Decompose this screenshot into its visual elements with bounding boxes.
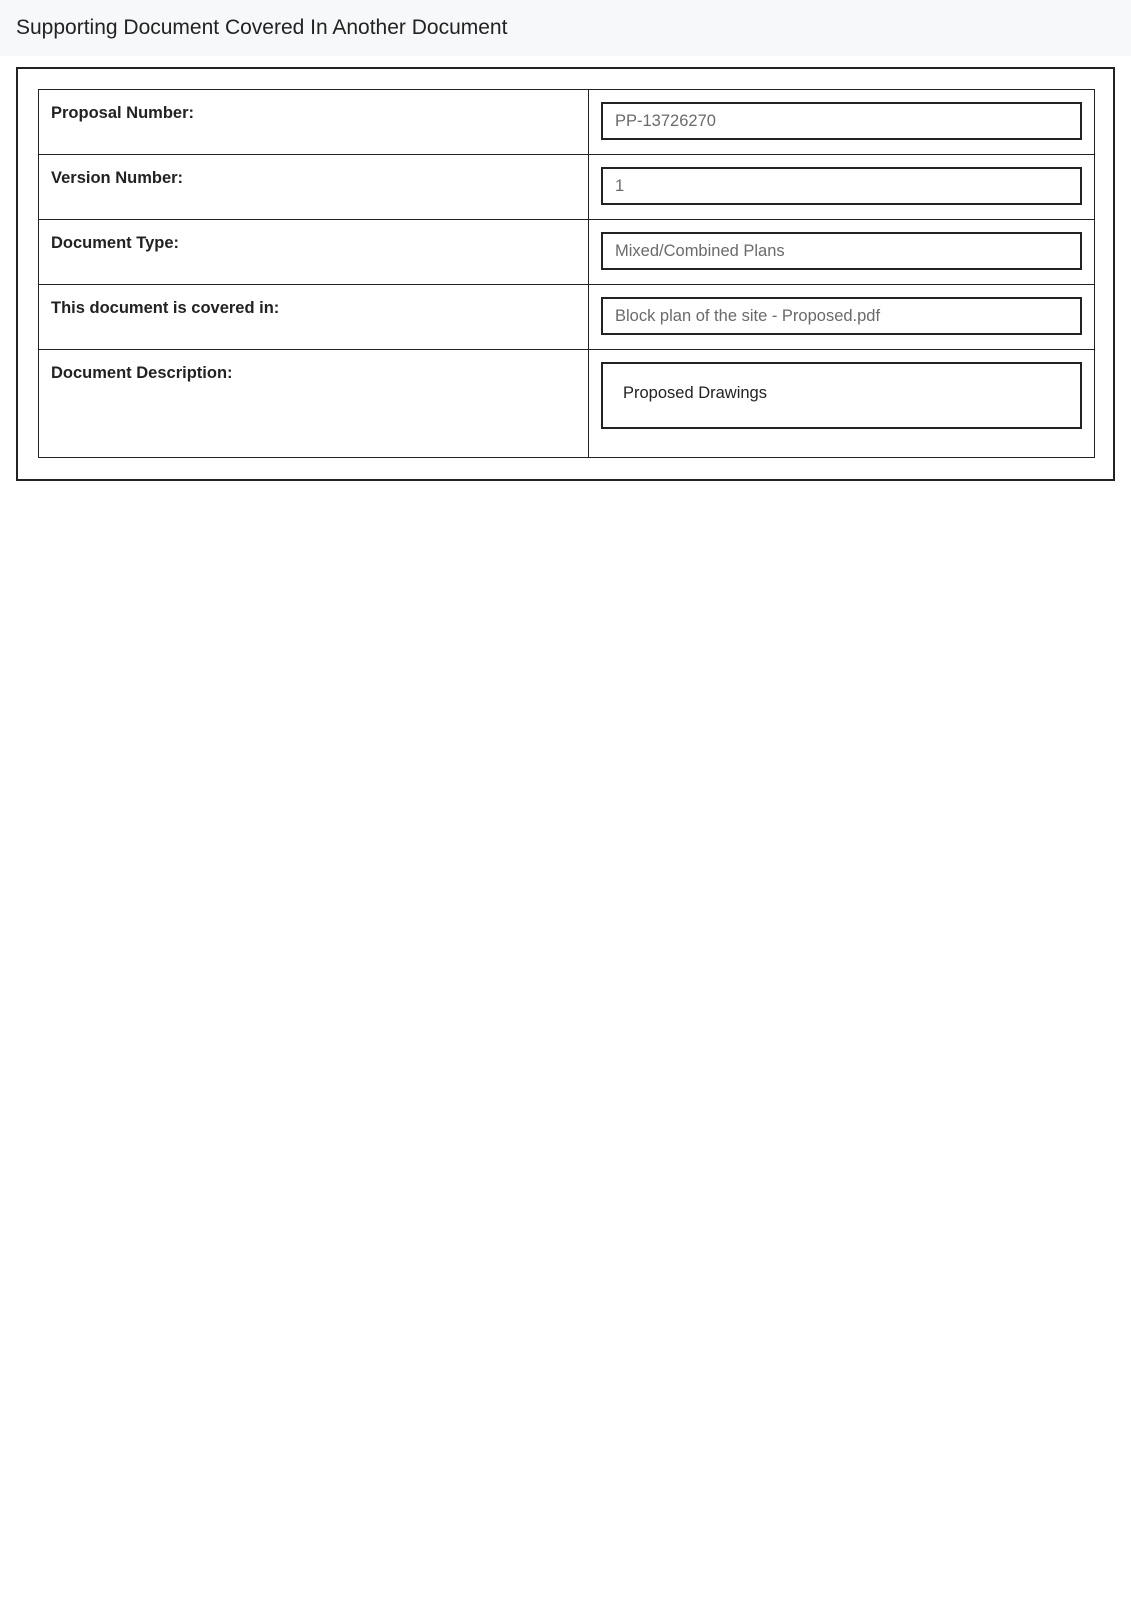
version-number-field[interactable]: 1: [601, 167, 1082, 205]
document-description-textarea[interactable]: Proposed Drawings: [601, 362, 1082, 429]
covered-in-label: This document is covered in:: [39, 285, 589, 350]
proposal-number-row: [39, 90, 1095, 155]
covered-in-field[interactable]: Block plan of the site - Proposed.pdf: [601, 297, 1082, 335]
document-type-label: Document Type:: [39, 220, 589, 285]
document-description-label: Document Description:: [39, 350, 589, 458]
document-type-field[interactable]: Mixed/Combined Plans: [601, 232, 1082, 270]
document-type-row: [39, 220, 1095, 285]
page-header: [0, 0, 1131, 56]
version-number-row: [39, 155, 1095, 220]
proposal-number-label: Proposal Number:: [39, 90, 589, 155]
document-details-table: [38, 89, 1095, 458]
document-description-row: [39, 350, 1095, 458]
proposal-number-field[interactable]: PP-13726270: [601, 102, 1082, 140]
version-number-label: Version Number:: [39, 155, 589, 220]
covered-in-row: [39, 285, 1095, 350]
document-details-panel: [16, 67, 1115, 481]
page-title: Supporting Document Covered In Another Document: [16, 16, 508, 39]
